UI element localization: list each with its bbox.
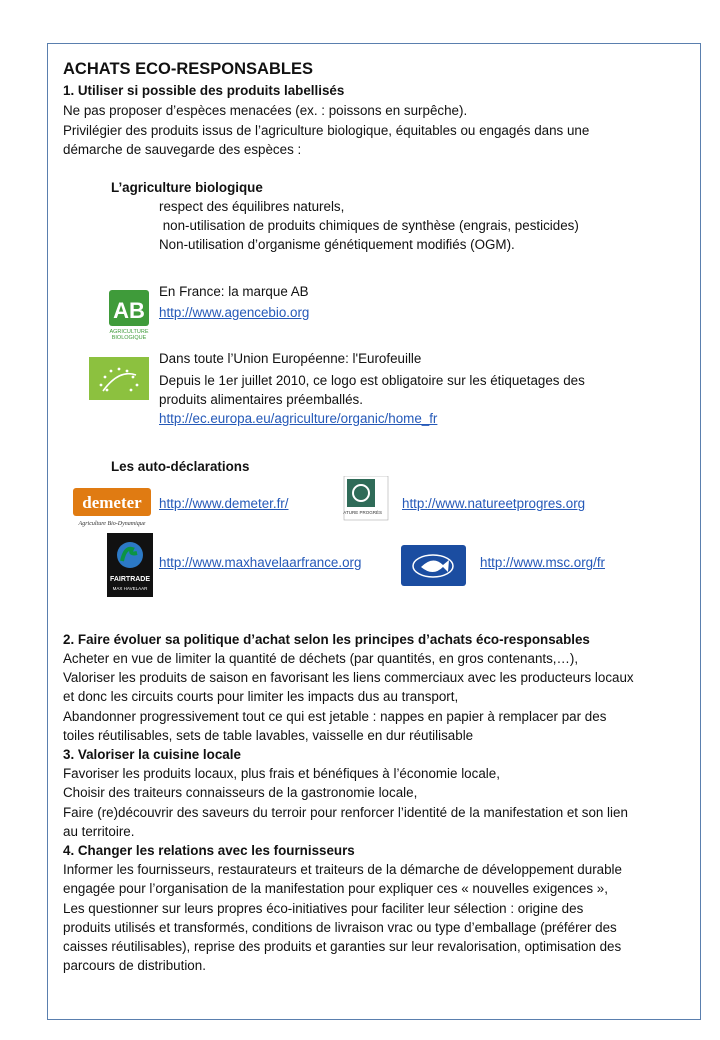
section-4-line: parcours de distribution. xyxy=(63,958,206,973)
section-1-heading: 1. Utiliser si possible des produits labellisés xyxy=(63,83,345,98)
auto-declarations-heading: Les auto-déclarations xyxy=(111,459,250,474)
section-1-line: Privilégier des produits issus de l’agriculture biologique, équitables ou engagés dans une xyxy=(63,123,590,138)
agencebio-link[interactable]: http://www.agencebio.org xyxy=(159,305,310,320)
ab-logo-icon xyxy=(107,288,151,342)
nature-progres-logo-text: NATURE PROGRÈS xyxy=(343,510,382,515)
demeter-link[interactable]: http://www.demeter.fr/ xyxy=(159,496,289,511)
nature-progres-logo-icon xyxy=(343,476,389,524)
section-2-line: toiles réutilisables, sets de table lavables, vaisselle en dur réutilisable xyxy=(63,728,474,743)
bio-item: Non-utilisation d’organisme génétiquement modifiés (OGM). xyxy=(159,237,515,252)
page-title: ACHATS ECO-RESPONSABLES xyxy=(63,60,313,78)
eu-text: produits alimentaires préemballés. xyxy=(159,392,363,407)
section-3-line: Favoriser les produits locaux, plus frais et bénéfiques à l’économie locale, xyxy=(63,766,500,781)
fairtrade-logo-icon xyxy=(107,533,153,597)
section-1-line: Ne pas proposer d’espèces menacées (ex. : poissons en surpêche). xyxy=(63,103,468,118)
fairtrade-logo-text: FAIRTRADE xyxy=(109,576,151,583)
section-2-line: Acheter en vue de limiter la quantité de déchets (par quantités, en gros contenants,…), xyxy=(63,651,579,666)
natureetprogres-link[interactable]: http://www.natureetprogres.org xyxy=(402,496,586,511)
section-2-line: Abandonner progressivement tout ce qui est jetable : nappes en papier à remplacer par des xyxy=(63,709,607,724)
maxhavelaar-link[interactable]: http://www.maxhavelaarfrance.org xyxy=(159,555,362,570)
section-4-line: produits utilisés et transformés, conditions de livraison vrac ou type d’emballage (préférer des xyxy=(63,920,617,935)
section-2-line: et donc les circuits courts pour limiter les impacts dus au transport, xyxy=(63,689,459,704)
section-4-line: engagée pour l’organisation de la manifestation pour expliquer ces « nouvelles exigences », xyxy=(63,881,608,896)
msc-link[interactable]: http://www.msc.org/fr xyxy=(480,555,606,570)
ec-europa-link[interactable]: http://ec.europa.eu/agriculture/organic/home_fr xyxy=(159,411,438,426)
eu-text: Dans toute l’Union Européenne: l'Eurofeuille xyxy=(159,351,422,366)
msc-logo-icon xyxy=(401,545,466,586)
eurofeuille-logo-icon xyxy=(89,357,149,400)
section-4-line: caisses réutilisables), reprise des produits et garanties sur leur revalorisation, optimisation des xyxy=(63,939,622,954)
section-3-line: au territoire. xyxy=(63,824,135,839)
demeter-logo-text: demeter xyxy=(82,493,142,512)
ab-logo-letters: AB xyxy=(113,298,145,323)
section-3-heading: 3. Valoriser la cuisine locale xyxy=(63,747,241,762)
section-3-line: Faire (re)découvrir des saveurs du terroir pour renforcer l’identité de la manifestation et son lien xyxy=(63,805,628,820)
ab-logo-caption: BIOLOGIQUE xyxy=(111,335,147,341)
bio-item: non-utilisation de produits chimiques de synthèse (engrais, pesticides) xyxy=(159,218,579,233)
bio-item: respect des équilibres naturels, xyxy=(159,199,345,214)
section-4-line: Informer les fournisseurs, restaurateurs et traiteurs de la démarche de développement durable xyxy=(63,862,622,877)
demeter-logo-icon xyxy=(71,485,153,529)
eu-text: Depuis le 1er juillet 2010, ce logo est obligatoire sur les étiquetages des xyxy=(159,373,585,388)
section-4-heading: 4. Changer les relations avec les fournisseurs xyxy=(63,843,355,858)
fairtrade-logo-sub: MAX HAVELAAR xyxy=(112,586,148,591)
ab-text: En France: la marque AB xyxy=(159,284,309,299)
section-2-heading: 2. Faire évoluer sa politique d’achat selon les principes d’achats éco-responsables xyxy=(63,632,590,647)
section-2-line: Valoriser les produits de saison en favorisant les liens commerciaux avec les producteurs locaux xyxy=(63,670,634,685)
demeter-logo-sub: Agriculture Bio-Dynamique xyxy=(78,521,146,527)
section-4-line: Les questionner sur leurs propres éco-initiatives pour faciliter leur sélection : origine des xyxy=(63,901,584,916)
ab-logo-caption: AGRICULTURE xyxy=(109,329,149,335)
bio-heading: L’agriculture biologique xyxy=(111,180,263,195)
section-1-line: démarche de sauvegarde des espèces : xyxy=(63,142,302,157)
section-3-line: Choisir des traiteurs connaisseurs de la gastronomie locale, xyxy=(63,785,418,800)
